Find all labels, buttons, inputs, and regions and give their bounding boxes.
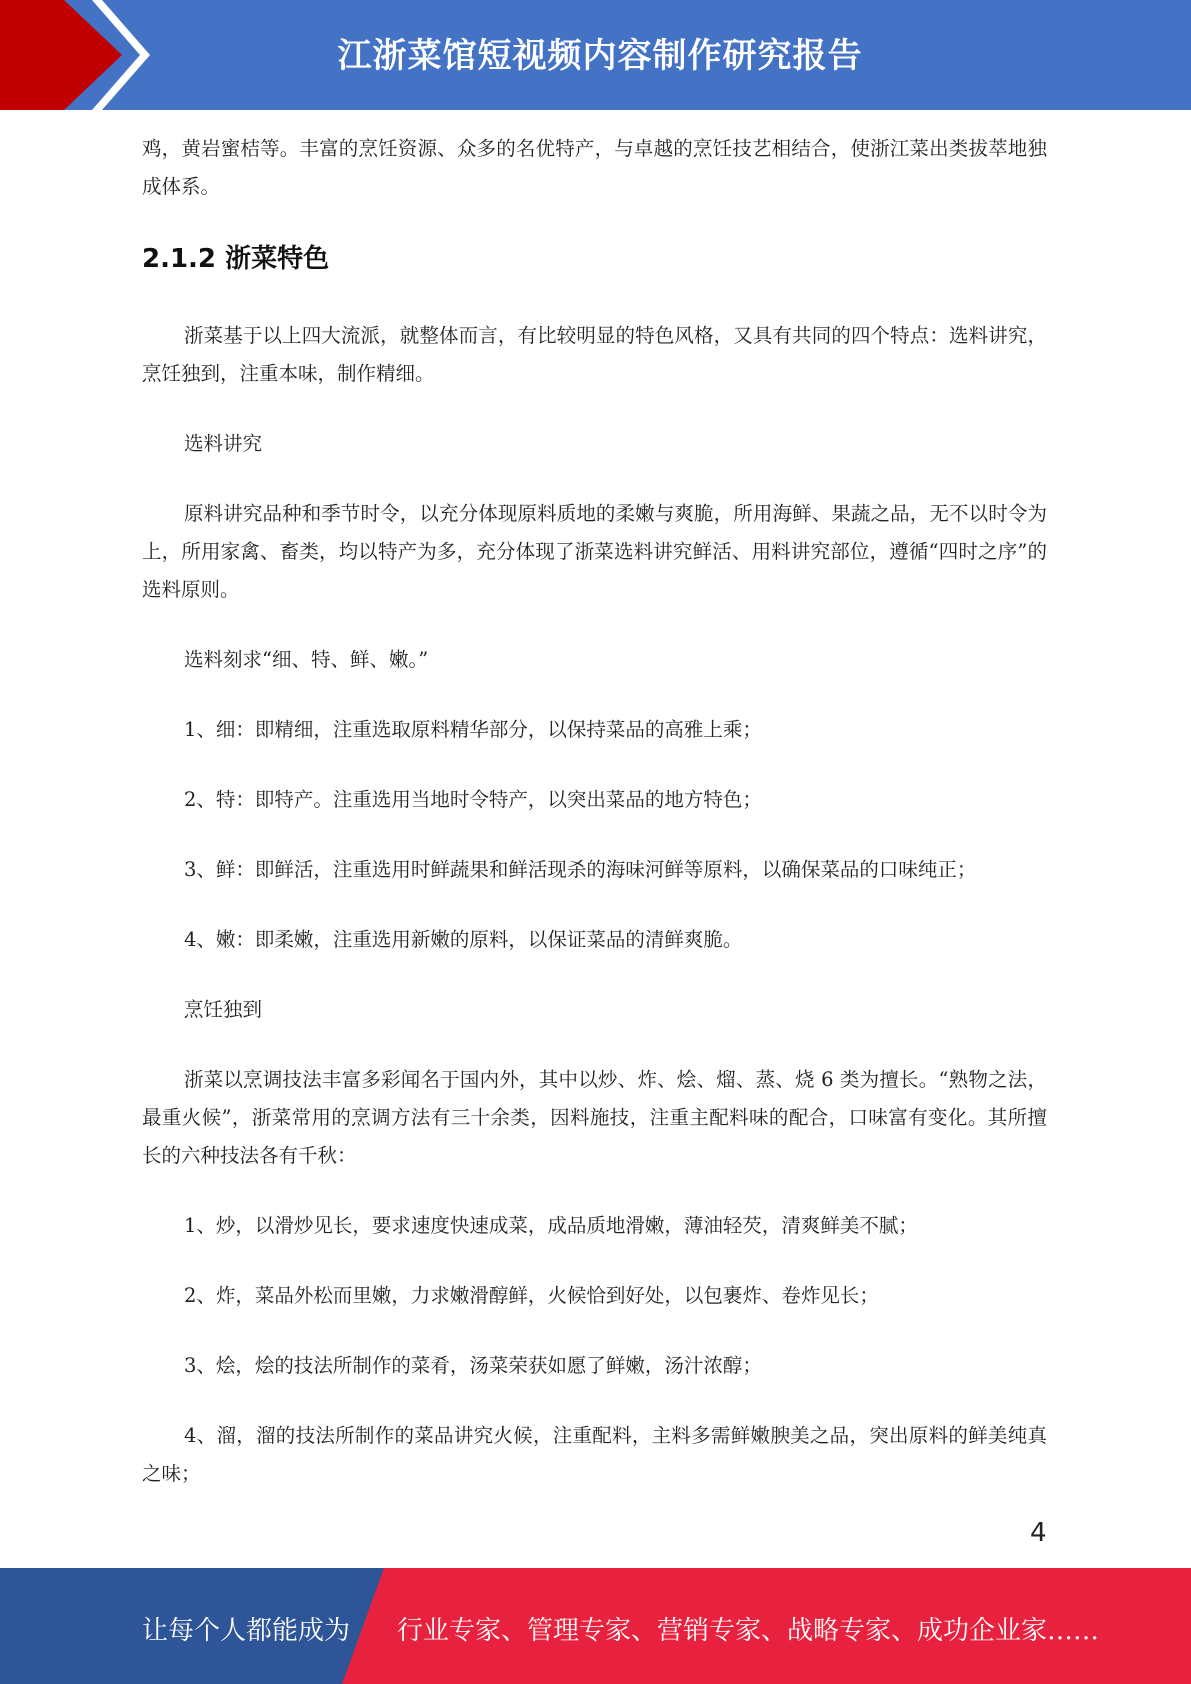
material-item: 3、鲜：即鲜活，注重选用时鲜蔬果和鲜活现杀的海味河鲜等原料，以确保菜品的口味纯正； [184,858,977,881]
materials-rule: 选料刻求“细、特、鲜、嫩。” [184,648,429,671]
technique-item: 3、烩，烩的技法所制作的菜肴，汤菜荣获如愿了鲜嫩，汤汁浓醇； [184,1354,762,1377]
technique-item: 4、溜，溜的技法所制作的菜品讲究火候，注重配料，主料多需鲜嫩腴美之品，突出原料的鲜美纯真之味； [142,1424,1047,1485]
page-content [142,130,1047,1493]
continued-paragraph: 鸡，黄岩蜜桔等。丰富的烹饪资源、众多的名优特产，与卓越的烹饪技艺相结合，使浙江菜出类拔萃地独成体系。 [142,137,1047,198]
subheading-cooking: 烹饪独到 [184,998,263,1021]
report-title: 江浙菜馆短视频内容制作研究报告 [337,36,863,76]
technique-item: 2、炸，菜品外松而里嫩，力求嫩滑醇鲜，火候恰到好处，以包裹炸、卷炸见长； [184,1284,879,1307]
page-number: 4 [1030,1518,1047,1548]
material-item: 2、特：即特产。注重选用当地时令特产，以突出菜品的地方特色； [184,788,762,811]
material-item: 4、嫩：即柔嫩，注重选用新嫩的原料，以保证菜品的清鲜爽脆。 [184,928,743,951]
cooking-paragraph: 浙菜以烹调技法丰富多彩闻名于国内外，其中以炒、炸、烩、熘、蒸、烧 6 类为擅长。“熟物之法，最重火候”，浙菜常用的烹调方法有三十余类，因料施技，注重主配料味的配合，口味富有变化。其所擅长的六种技法各有千秋： [142,1068,1047,1167]
footer-slogan-left: 让每个人都能成为 [142,1616,351,1646]
materials-paragraph: 原料讲究品种和季节时令，以充分体现原料质地的柔嫩与爽脆，所用海鲜、果蔬之品，无不以时令为上，所用家禽、畜类，均以特产为多，充分体现了浙菜选料讲究鲜活、用料讲究部位，遵循“四时之序”的选料原则。 [142,502,1047,601]
intro-paragraph: 浙菜基于以上四大流派，就整体而言，有比较明显的特色风格，又具有共同的四个特点：选料讲究，烹饪独到，注重本味，制作精细。 [142,324,1047,385]
footer-slogan-right: 行业专家、管理专家、营销专家、战略专家、成功企业家…… [397,1616,1100,1646]
section-heading: 2.1.2 浙菜特色 [142,244,330,274]
subheading-material-selection: 选料讲究 [184,432,263,455]
material-item: 1、细：即精细，注重选取原料精华部分，以保持菜品的高雅上乘； [184,718,762,741]
technique-item: 1、炒，以滑炒见长，要求速度快速成菜，成品质地滑嫩，薄油轻芡，清爽鲜美不腻； [184,1214,918,1237]
